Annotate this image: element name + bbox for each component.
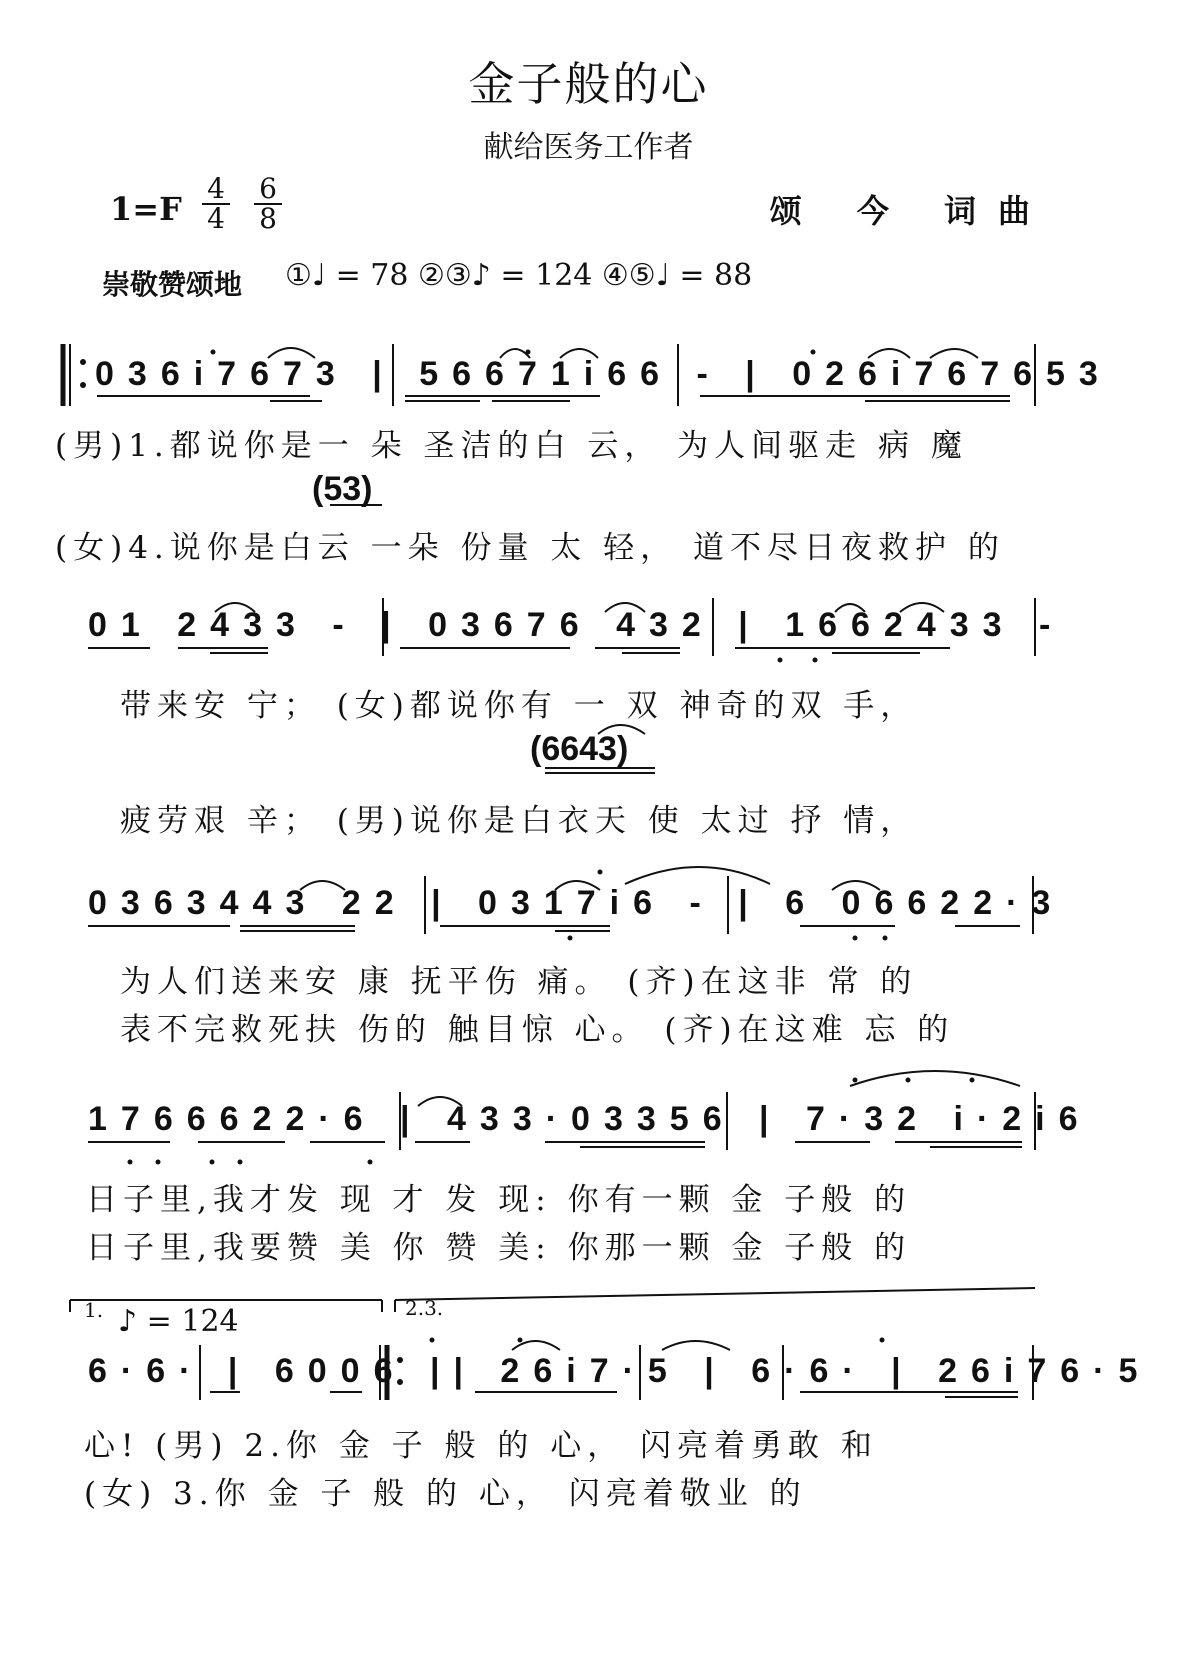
system-4-lyric-2: 日子里,我要赞 美 你 赞 美: 你那一颗 金 子般 的 <box>86 1230 912 1266</box>
tempo-change: ♪ = 124 <box>118 1304 239 1339</box>
tempo-expression: 崇敬赞颂地 <box>102 268 243 301</box>
system-5-lyric-2: (女) 3.你 金 子 般 的 心， 闪亮着敬业 的 <box>84 1476 807 1512</box>
system-1-notes: 036i7673 | 56671i66 - | 026i767653 <box>95 355 1112 393</box>
key-signature: 1=F <box>110 190 182 228</box>
system-4-notes: 1766622·6 | 433·03356 | 7·32 i·2i6 <box>88 1100 1092 1138</box>
system-2-lyric-1: 带来安 宁； (女)都说你有 一 双 神奇的双 手， <box>120 688 918 724</box>
system-1-lyric-2: (女)4.说你是白云 一朵 份量 太 轻， 道不尽日夜救护 的 <box>55 530 1005 566</box>
system-5-notes: 6·6· | 6006 || 26i7·5 | 6·6· | 26i76·5 <box>88 1352 1152 1390</box>
system-3-lyric-2: 表不完救死扶 伤的 触目惊 心。 (齐)在这难 忘 的 <box>120 1012 955 1048</box>
system-3-lyric-1: 为人们送来安 康 抚平伤 痛。 (齐)在这非 常 的 <box>120 964 918 1000</box>
system-2-lyric-2: 疲劳艰 辛； (男)说你是白衣天 使 太过 抒 情， <box>120 803 918 839</box>
composer-credit: 颂 今 词曲 <box>769 192 1052 230</box>
system-1-lyric-1: (男)1.都说你是一 朵 圣洁的白 云， 为人间驱走 病 魔 <box>55 428 968 464</box>
system-2-notes: 01 2433 - | 03676 432 | 1662433 - <box>88 606 1065 644</box>
song-subtitle: 献给医务工作者 <box>483 130 694 165</box>
system-4-lyric-1: 日子里,我才发 现 才 发 现: 你有一颗 金 子般 的 <box>86 1182 912 1218</box>
system-2-alt-notes: (6643) <box>530 730 629 768</box>
volta-1-label: 1. <box>84 1298 104 1322</box>
volta-2-label: 2.3. <box>405 1296 444 1320</box>
tempo-marks: ①♩ = 78 ②③♪ = 124 ④⑤♩ = 88 <box>285 258 753 293</box>
time-signature-4-4: 4 4 <box>198 176 234 232</box>
system-5-lyric-1: 心! (男) 2.你 金 子 般 的 心， 闪亮着勇敢 和 <box>84 1428 878 1464</box>
system-3-notes: 0363443 22 | 0317i6 - | 6 06622·3 <box>88 884 1065 922</box>
song-title: 金子般的心 <box>468 57 709 111</box>
time-signature-6-8: 6 8 <box>250 176 286 232</box>
system-1-alt-notes: (53) <box>312 470 373 508</box>
